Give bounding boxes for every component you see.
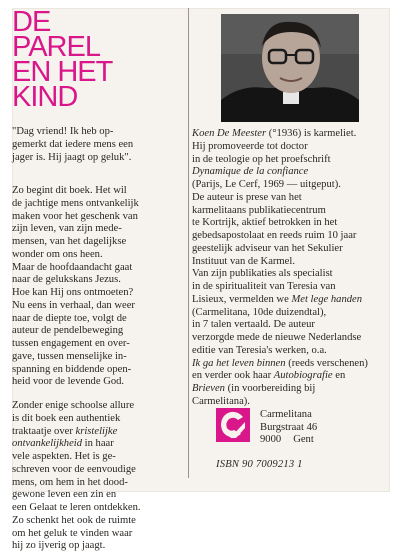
quote-line: jager is. Hij jaagt op geluk". [12, 151, 132, 163]
title-line-3: EN HET [12, 56, 113, 88]
publisher-city-line [260, 434, 380, 447]
text-line: spanning en biddende open- [12, 363, 132, 375]
bio-line: editie van Teresia's werken, o.a. [192, 344, 327, 356]
bio-line: in de spiritualiteit van Teresia van [192, 281, 336, 292]
bio-line [192, 370, 392, 383]
italic-phrase: kristelijke [75, 425, 118, 437]
author-portrait-image [221, 14, 359, 122]
text-line: maken voor het geschenk van [12, 210, 138, 222]
bio-line: Instituut van de Karmel. [192, 255, 295, 267]
text-line: hij zo ijverig op jaagt. [12, 540, 106, 552]
text-line: traktaatje over [12, 425, 76, 437]
text-line: (reeds verschenen) [285, 357, 368, 369]
italic-phrase: Ik ga het leven binnen [192, 357, 286, 369]
text-line: een Gelaat te leren ontdekken. [12, 502, 141, 513]
text-line: Maar de hoofdaandacht gaat [12, 261, 133, 273]
text-line: gewone leven een zin en [12, 489, 117, 501]
text-line: om het geluk te vinden waar [12, 527, 133, 539]
text-line: in haar [82, 438, 114, 450]
text-line: gave, tussen menselijke in- [12, 350, 127, 362]
quote-line: gemerkt dat iedere mens een [12, 138, 134, 150]
text-line: Hoe kan Hij ons ontmoeten? [12, 287, 134, 298]
bio-line [192, 166, 392, 179]
text-line: wonder om ons heen. [12, 248, 103, 260]
text-line: naar de gelukskans Jezus. [12, 274, 121, 286]
blurb [12, 185, 182, 553]
bio-line: Hij promoveerde tot doctor [192, 140, 308, 152]
italic-phrase: Dynamique de la confiance [192, 166, 309, 178]
text-line: (in voorbereiding bij [224, 383, 316, 394]
bio-line [192, 294, 392, 307]
italic-phrase: Met lege handen [291, 293, 363, 305]
column-divider [188, 8, 189, 478]
isbn: ISBN 90 7009213 1 [216, 459, 303, 470]
carmelitana-logo-icon [216, 408, 250, 442]
bio-line: Carmelitana). [192, 395, 250, 407]
bio-line: (Parijs, Le Cerf, 1969 — uitgeput). [192, 179, 341, 190]
publisher-address [260, 409, 380, 447]
bio-line: gebedsapostolaat en reeds ruim 10 jaar [192, 230, 357, 241]
bio-line: karmelitaans publikatiecentrum [192, 204, 326, 216]
text-line: vele aspekten. Het is ge- [12, 451, 116, 462]
text-line: naar de diepte toe, volgt de [12, 312, 127, 324]
text-line: mens, om hem in het dood- [12, 476, 128, 488]
book-title [12, 6, 180, 113]
text-line: en verder ook haar [192, 370, 274, 382]
left-column [12, 6, 180, 113]
text-line: (°1936) is karmeliet. [266, 128, 357, 139]
text-line: en [332, 370, 346, 382]
publisher-block [216, 408, 376, 445]
bio-line: te Kortrijk, aktief betrokken in het [192, 217, 338, 229]
text-line: Zo schenkt het ook de ruimte [12, 514, 136, 526]
text-line: de jachtige mens ontvankelijk [12, 197, 139, 209]
bio-line: Van zijn publikaties als specialist [192, 268, 333, 280]
bio-line: in de teologie op het proefschrift [192, 153, 331, 165]
postal-code: 9000 [260, 434, 282, 445]
text-line: zijn leven, van zijn mede- [12, 223, 122, 235]
text-line: is dit boek een authentiek [12, 412, 121, 424]
bio-line [192, 128, 392, 141]
text-line: Nu eens in verhaal, dan weer [12, 299, 135, 311]
bio-line: geestelijk adviseur van het Sekulier [192, 242, 343, 254]
bio-line: (Carmelitana, 10de duizendtal), [192, 306, 327, 318]
blurb-paragraph-1 [12, 185, 182, 389]
bio-line: in 7 talen vertaald. De auteur [192, 319, 315, 331]
title-line-1: DE [12, 6, 51, 38]
text-line: auteur de pendelbeweging [12, 325, 124, 337]
opening-quote [12, 126, 182, 164]
title-line-2: PAREL [12, 31, 100, 63]
text-line: Zonder enige schoolse allure [12, 400, 135, 411]
bio-line: verzorgde mede de nieuwe Nederlandse [192, 332, 362, 343]
italic-phrase: Autobiografie [273, 370, 333, 382]
text-line: schreven voor de eenvoudige [12, 463, 136, 475]
italic-phrase: ontvankelijkheid [12, 438, 83, 450]
text-line: Zo begint dit boek. Het wil [12, 185, 127, 196]
author-name: Koen De Meester [192, 128, 267, 139]
text-line: tussen engagement en over- [12, 338, 130, 349]
quote-line: "Dag vriend! Ik heb op- [12, 126, 114, 137]
title-line-4: KIND [12, 81, 78, 113]
author-photo [221, 14, 359, 122]
bio-line: De auteur is prese van het [192, 191, 302, 203]
author-bio [192, 128, 392, 409]
text-line: mensen, van het dagelijkse [12, 236, 127, 247]
bio-line [192, 383, 392, 396]
publisher-street: Burgstraat 46 [260, 421, 318, 433]
italic-phrase: Brieven [192, 383, 225, 394]
text-line: heid voor de levende God. [12, 376, 125, 388]
city: Gent [293, 434, 314, 445]
publisher-name: Carmelitana [260, 409, 312, 420]
text-line: Lisieux, vermelden we [192, 293, 292, 305]
bio-line [192, 358, 392, 371]
blurb-paragraph-2 [12, 400, 182, 553]
